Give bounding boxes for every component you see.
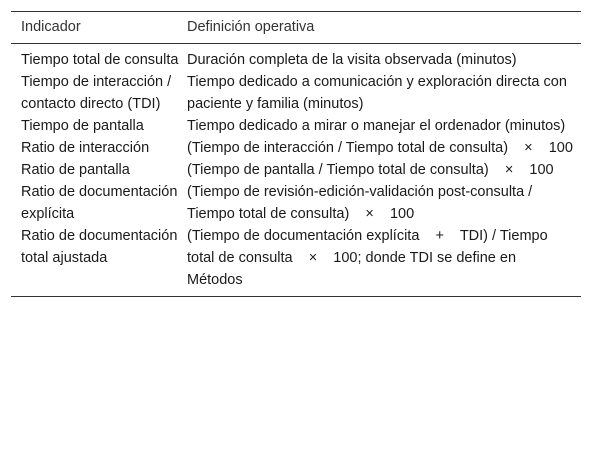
table-row bbox=[11, 225, 581, 297]
table-row bbox=[11, 137, 581, 159]
table-body bbox=[11, 44, 581, 297]
table-row bbox=[11, 44, 581, 72]
row-indicator: Ratio de documentación explícita bbox=[21, 184, 182, 222]
row-definition: Duración completa de la visita observada (minutos) bbox=[187, 52, 517, 68]
row-indicator: Ratio de pantalla bbox=[21, 162, 130, 178]
indicator-table bbox=[11, 11, 581, 297]
row-indicator: Tiempo total de consulta bbox=[21, 52, 179, 68]
indicator-table-container bbox=[11, 11, 581, 297]
header-row bbox=[11, 12, 581, 44]
header-definition: Definición operativa bbox=[187, 19, 315, 35]
row-definition: (Tiempo de revisión-edición-validación post-consulta / Tiempo total de consulta) × 100 bbox=[187, 184, 536, 222]
table-row bbox=[11, 159, 581, 181]
row-indicator: Tiempo de interacción / contacto directo (TDI) bbox=[21, 74, 176, 112]
row-definition: Tiempo dedicado a mirar o manejar el ordenador (minutos) bbox=[187, 118, 566, 134]
header-indicator: Indicador bbox=[21, 19, 81, 35]
row-indicator: Ratio de interacción bbox=[21, 140, 150, 156]
row-definition: (Tiempo de documentación explícita + TDI) / Tiempo total de consulta × 100; donde TDI se define en Métodos bbox=[187, 228, 552, 288]
table-row bbox=[11, 181, 581, 225]
row-definition: (Tiempo de interacción / Tiempo total de consulta) × 100 bbox=[187, 140, 573, 156]
row-definition: (Tiempo de pantalla / Tiempo total de consulta) × 100 bbox=[187, 162, 554, 178]
row-indicator: Ratio de documentación total ajustada bbox=[21, 228, 182, 266]
row-indicator: Tiempo de pantalla bbox=[21, 118, 144, 134]
row-definition: Tiempo dedicado a comunicación y exploración directa con paciente y familia (minutos) bbox=[187, 74, 571, 112]
table-row bbox=[11, 71, 581, 115]
table-row bbox=[11, 115, 581, 137]
table-header bbox=[11, 12, 581, 44]
